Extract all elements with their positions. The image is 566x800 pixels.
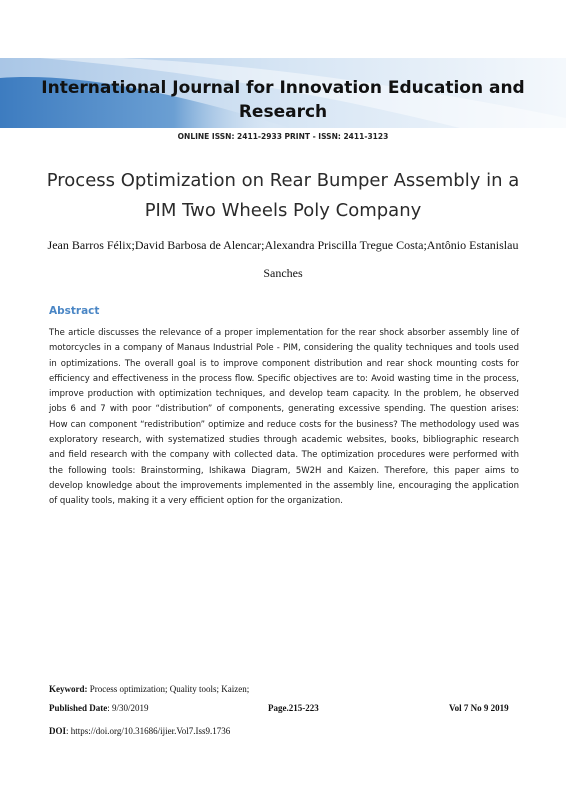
journal-issn: ONLINE ISSN: 2411-2933 PRINT - ISSN: 2411-3123 [177,132,389,141]
page-range: Page.215-223 [268,703,319,713]
paper-authors: Jean Barros Félix;David Barbosa de Alencar;Alexandra Priscilla Tregue Costa;Antônio Estanislau Sanches [47,238,519,280]
doi-link[interactable]: : https://doi.org/10.31686/ijier.Vol7.Iss9.1736 [66,726,231,736]
paper-title: Process Optimization on Rear Bumper Assembly in a PIM Two Wheels Poly Company [46,170,520,221]
journal-title: International Journal for Innovation Education and Research [41,78,525,122]
doi-label: DOI [49,726,67,736]
keyword-value: Process optimization; Quality tools; Kaizen; [87,684,250,694]
keyword-line [49,684,249,694]
abstract-heading: Abstract [49,305,100,317]
abstract-body: The article discusses the relevance of a proper implementation for the rear shock absorber assembly line of motorcycles in a company of Manaus Industrial Pole - PIM, considering the quality techniques and tools used in optimizations. The overall goal is to improve component distribution and rear shock mounting costs for efficiency and effectiveness in the process flow. Specific objectives are to: Avoid wasting time in the process, improve production with optimization techniques, and develop team capacity. In the problem, he observed jobs 6 and 7 with poor “distribution” of components, generating excessive spending. The question arises: How can component “redistribution” optimize and reduce costs for the business? The methodology used was exploratory research, with systematized studies through academic websites, books, bibliographic research and field research with the company with collected data. The optimization procedures were performed with the following tools: Brainstorming, Ishikawa Diagram, 5W2H and Kaizen. Therefore, this paper aims to develop knowledge about the improvements implemented in the assembly line, encouraging the application of quality tools, making it a very efficient option for the organization. [49,328,519,507]
doi-line [49,726,230,736]
volume-issue: Vol 7 No 9 2019 [449,703,509,713]
published-date-line [49,703,149,713]
published-value: : 9/30/2019 [107,703,149,713]
keyword-label: Keyword: [49,684,88,694]
published-label: Published Date [49,703,108,713]
